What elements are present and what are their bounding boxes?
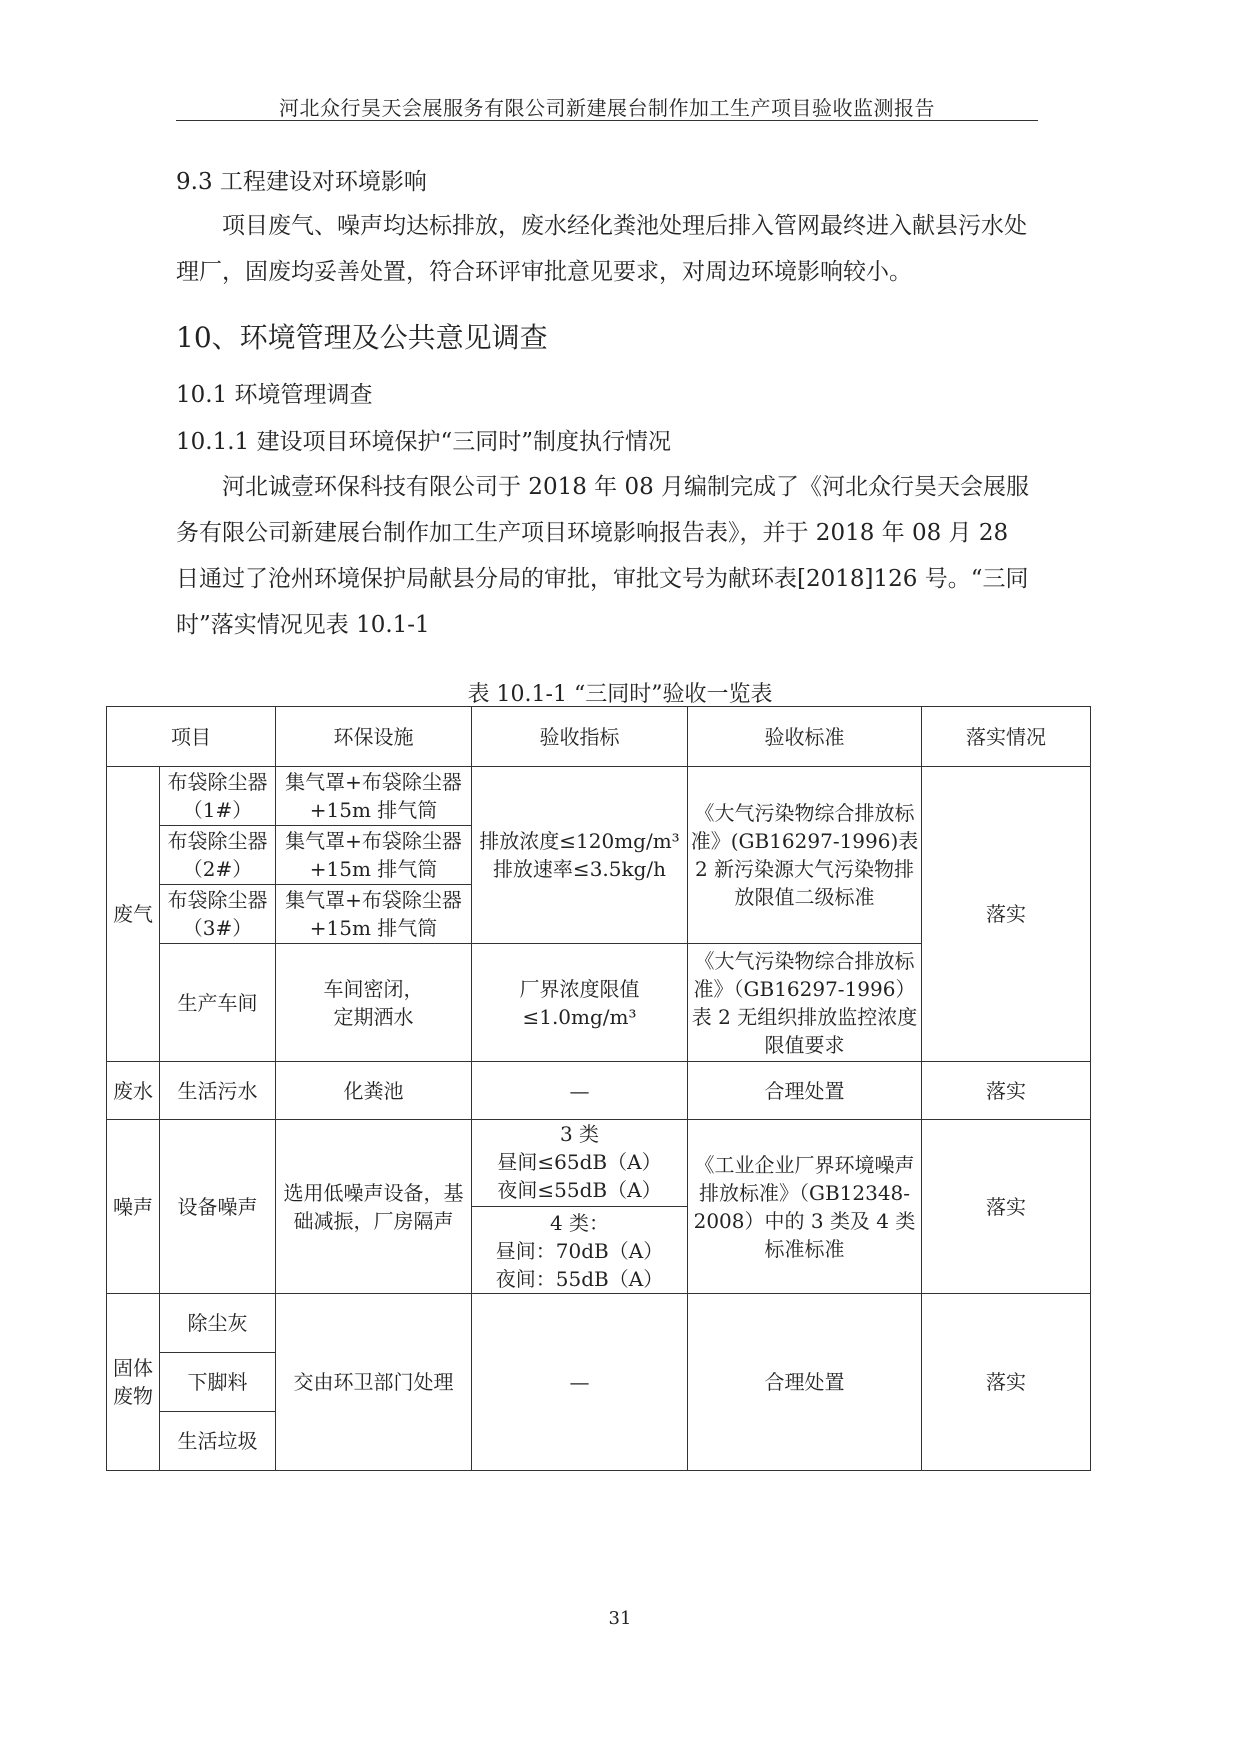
- index-line: 4 类：: [549, 1211, 610, 1235]
- status-cell: 落实: [922, 1294, 1091, 1471]
- section-9-3-title: 9.3 工程建设对环境影响: [176, 169, 427, 195]
- facility-cell: 集气罩+布袋除尘器+15m 排气筒: [276, 767, 472, 826]
- table-row: [107, 767, 1091, 826]
- header-cell: 验收指标: [472, 707, 688, 767]
- section-10-1-1-title: 10.1.1 建设项目环境保护“三同时”制度执行情况: [176, 429, 671, 455]
- standard-cell: 《大气污染物综合排放标准》（GB16297-1996）表 2 无组织排放监控浓度限值要求: [688, 944, 922, 1062]
- index-cell: —: [472, 1294, 688, 1471]
- status-cell: 落实: [922, 767, 1091, 1062]
- item-cell: 生活垃圾: [160, 1412, 276, 1471]
- item-cell: 设备噪声: [160, 1120, 276, 1294]
- header-cell: 落实情况: [922, 707, 1091, 767]
- standard-cell: 《大气污染物综合排放标准》(GB16297-1996)表 2 新污染源大气污染物排放限值二级标准: [688, 767, 922, 944]
- facility-cell: 交由环卫部门处理: [276, 1294, 472, 1471]
- index-cell: [472, 1120, 688, 1294]
- item-cell: 生活污水: [160, 1062, 276, 1120]
- running-header: 河北众行昊天会展服务有限公司新建展台制作加工生产项目验收监测报告: [279, 96, 935, 120]
- facility-cell: 选用低噪声设备，基础减振，厂房隔声: [276, 1120, 472, 1294]
- standard-cell: 《工业企业厂界环境噪声排放标准》（GB12348-2008）中的 3 类及 4 类标准标准: [688, 1120, 922, 1294]
- section-10-1-title: 10.1 环境管理调查: [176, 382, 373, 408]
- table-row: [107, 1062, 1091, 1120]
- item-cell: 下脚料: [160, 1353, 276, 1412]
- index-cell: —: [472, 1062, 688, 1120]
- header-rule: [176, 120, 1038, 121]
- page-number: 31: [608, 1608, 632, 1629]
- facility-cell: [276, 944, 472, 1062]
- category-cell: 废水: [107, 1062, 160, 1120]
- item-cell: 布袋除尘器（2#）: [160, 826, 276, 885]
- status-cell: 落实: [922, 1120, 1091, 1294]
- section-9-3-text: 项目废气、噪声均达标排放，废水经化粪池处理后排入管网最终进入献县污水处理厂，固废均妥善处置，符合环评审批意见要求，对周边环境影响较小。: [176, 213, 1027, 285]
- facility-line: 车间密闭，: [323, 976, 424, 1001]
- item-cell: 布袋除尘器（1#）: [160, 767, 276, 826]
- item-cell: 除尘灰: [160, 1294, 276, 1353]
- header-cell: 环保设施: [276, 707, 472, 767]
- item-cell: 生产车间: [160, 944, 276, 1062]
- item-cell: 布袋除尘器（3#）: [160, 885, 276, 944]
- header-cell: 项目: [107, 707, 276, 767]
- category-cell: 废气: [107, 767, 160, 1062]
- facility-cell: 集气罩+布袋除尘器+15m 排气筒: [276, 885, 472, 944]
- index-divider: [472, 1206, 687, 1207]
- table-caption: 表 10.1-1 “三同时”验收一览表: [467, 682, 773, 707]
- table-header-row: [107, 707, 1091, 767]
- index-line: 排放速率≤3.5kg/h: [492, 857, 667, 881]
- section-10-1-1-text: 河北诚壹环保科技有限公司于 2018 年 08 月编制完成了《河北众行昊天会展服务有限公司新建展台制作加工生产项目环境影响报告表》，并于 2018 年 08 月 28 日通过了沧州环境保护局献县分局的审批，审批文号为献环表[2018]126 号。“三同时”落实情况见表 10.1-1: [176, 474, 1030, 638]
- index-line: 夜间≤55dB（A）: [497, 1178, 662, 1202]
- section-10-title: 10、环境管理及公共意见调查: [176, 321, 548, 354]
- table-row: [107, 1294, 1091, 1353]
- facility-line: 定期洒水: [333, 1004, 414, 1029]
- header-cell: 验收标准: [688, 707, 922, 767]
- status-cell: 落实: [922, 1062, 1091, 1120]
- index-line: ≤1.0mg/m³: [522, 1004, 637, 1029]
- standard-cell: 合理处置: [688, 1294, 922, 1471]
- standard-cell: 合理处置: [688, 1062, 922, 1120]
- category-cell: 噪声: [107, 1120, 160, 1294]
- facility-cell: 化粪池: [276, 1062, 472, 1120]
- index-line: 厂界浓度限值: [519, 976, 640, 1001]
- index-line: 排放浓度≤120mg/m³: [479, 829, 680, 853]
- index-line: 昼间：70dB（A）: [495, 1239, 664, 1263]
- index-line: 3 类: [559, 1122, 600, 1146]
- index-line: 昼间≤65dB（A）: [497, 1150, 662, 1174]
- index-line: 夜间：55dB（A）: [495, 1267, 664, 1291]
- three-simultaneous-table: [106, 706, 1091, 1471]
- facility-cell: 集气罩+布袋除尘器+15m 排气筒: [276, 826, 472, 885]
- category-cell: 固体废物: [107, 1294, 160, 1471]
- index-cell: [472, 944, 688, 1062]
- index-cell: [472, 767, 688, 944]
- table-row: [107, 1120, 1091, 1294]
